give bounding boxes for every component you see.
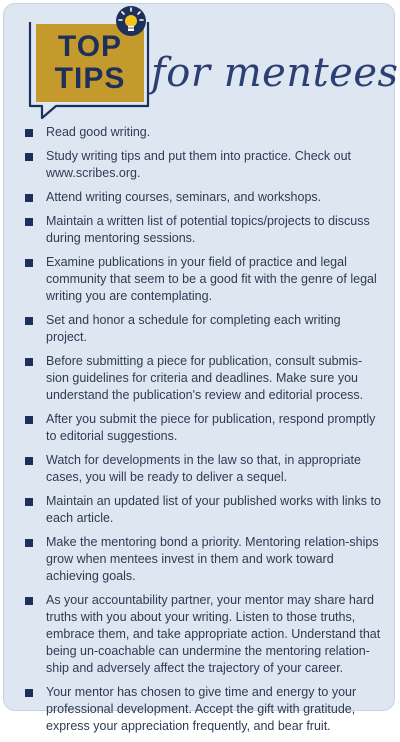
for-mentees-heading: for mentees [151, 50, 399, 96]
badge-top-text: TOP [57, 30, 123, 63]
tip-item [24, 312, 384, 346]
tip-item [24, 213, 384, 247]
square-bullet-icon [25, 457, 33, 465]
badge-tips-text: TIPS [54, 62, 126, 95]
tip-item [24, 493, 384, 527]
tip-item [24, 534, 384, 585]
square-bullet-icon [25, 597, 33, 605]
square-bullet-icon [25, 218, 33, 226]
tips-list [24, 124, 384, 742]
tip-text: Before submitting a piece for publication, consult submis-sion guidelines for criteria and deadlines. Make sure you understand the publication's review and editorial process. [46, 354, 364, 402]
tip-item [24, 353, 384, 404]
header [0, 0, 400, 120]
square-bullet-icon [25, 498, 33, 506]
square-bullet-icon [25, 539, 33, 547]
lightbulb-icon [114, 2, 148, 44]
square-bullet-icon [25, 194, 33, 202]
square-bullet-icon [25, 129, 33, 137]
tip-text: Watch for developments in the law so that, in appropriate cases, you will be ready to deliver a sequel. [46, 453, 361, 484]
tip-text: Attend writing courses, seminars, and workshops. [46, 190, 322, 204]
square-bullet-icon [25, 689, 33, 697]
square-bullet-icon [25, 259, 33, 267]
square-bullet-icon [25, 416, 33, 424]
square-bullet-icon [25, 317, 33, 325]
tip-item [24, 592, 384, 677]
tip-text: Maintain an updated list of your published works with links to each article. [46, 494, 381, 525]
tip-text: Study writing tips and put them into practice. Check out www.scribes.org. [46, 149, 352, 180]
tip-item [24, 124, 384, 141]
tip-text: Set and honor a schedule for completing each writing project. [46, 313, 341, 344]
tip-text: As your accountability partner, your mentor may share hard truths with you about your writing. Listen to those truths, embrace them, and take appropriate action. Understand that being un-coachable can undermine the mentoring relation-ship and adversely affect the trajectory of your career. [46, 593, 381, 675]
tip-item [24, 684, 384, 735]
tip-text: Maintain a written list of potential topics/projects to discuss during mentoring sessions. [46, 214, 370, 245]
tip-item [24, 411, 384, 445]
tip-text: After you submit the piece for publication, respond promptly to editorial suggestions. [46, 412, 376, 443]
tip-item [24, 189, 384, 206]
tip-item [24, 254, 384, 305]
tip-text: Read good writing. [46, 125, 151, 139]
tip-item [24, 148, 384, 182]
tip-text: Make the mentoring bond a priority. Mentoring relation-ships grow when mentees invest in them and work toward achieving goals. [46, 535, 379, 583]
tip-text: Examine publications in your field of practice and legal community that seem to be a good fit with the genre of legal writing you are contemplating. [46, 255, 377, 303]
square-bullet-icon [25, 153, 33, 161]
square-bullet-icon [25, 358, 33, 366]
tip-item [24, 452, 384, 486]
tip-text: Your mentor has chosen to give time and energy to your professional development. Accept the gift with gratitude, express your appreciation frequently, and bear fruit. [46, 685, 357, 733]
